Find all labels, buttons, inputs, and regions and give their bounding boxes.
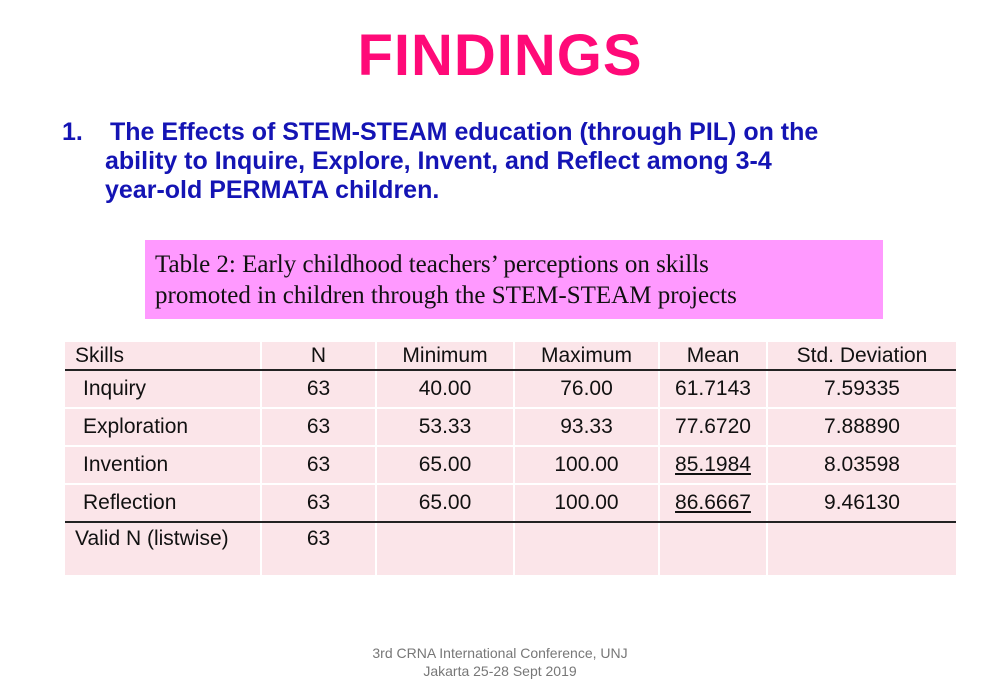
cell-std-deviation: 9.46130 (767, 484, 956, 522)
cell-empty (767, 522, 956, 581)
finding-line-1: The Effects of STEM-STEAM education (through PIL) on the (110, 118, 819, 146)
header-minimum: Minimum (376, 342, 514, 370)
table-header-row (65, 342, 956, 370)
footer-line-2: Jakarta 25-28 Sept 2019 (423, 663, 577, 679)
finding-line-3: year-old PERMATA children. (105, 176, 440, 204)
cell-maximum: 100.00 (514, 446, 659, 484)
cell-std-deviation: 7.59335 (767, 370, 956, 408)
slide-title: FINDINGS (357, 23, 643, 88)
footer-line-1: 3rd CRNA International Conference, UNJ (372, 645, 628, 661)
table-row (65, 484, 956, 522)
cell-n: 63 (261, 446, 376, 484)
cell-minimum: 53.33 (376, 408, 514, 446)
finding-line-2: ability to Inquire, Explore, Invent, and Reflect among 3-4 (105, 147, 772, 175)
finding-number: 1. (62, 118, 83, 146)
cell-skill: Invention (65, 446, 261, 484)
table-valid-row (65, 522, 956, 581)
table-row (65, 370, 956, 408)
cell-mean (659, 446, 767, 484)
cell-std-deviation: 7.88890 (767, 408, 956, 446)
cell-maximum: 93.33 (514, 408, 659, 446)
caption-line-1: Table 2: Early childhood teachers’ perceptions on skills (155, 251, 709, 278)
mean-underlined: 86.6667 (675, 491, 751, 514)
cell-skill: Inquiry (65, 370, 261, 408)
header-n: N (261, 342, 376, 370)
cell-mean: 61.7143 (659, 370, 767, 408)
table-row (65, 408, 956, 446)
cell-valid-label: Valid N (listwise) (65, 522, 261, 581)
cell-empty (659, 522, 767, 581)
cell-empty (376, 522, 514, 581)
cell-std-deviation: 8.03598 (767, 446, 956, 484)
table-caption (145, 240, 883, 319)
cell-valid-n: 63 (261, 522, 376, 581)
cell-skill: Exploration (65, 408, 261, 446)
header-skills: Skills (65, 342, 261, 370)
cell-maximum: 100.00 (514, 484, 659, 522)
cell-maximum: 76.00 (514, 370, 659, 408)
caption-line-2: promoted in children through the STEM-STEAM projects (155, 282, 737, 309)
cell-minimum: 65.00 (376, 484, 514, 522)
header-mean: Mean (659, 342, 767, 370)
slide-footer (0, 644, 1000, 680)
cell-mean: 77.6720 (659, 408, 767, 446)
mean-underlined: 85.1984 (675, 453, 751, 476)
cell-skill: Reflection (65, 484, 261, 522)
cell-n: 63 (261, 408, 376, 446)
cell-n: 63 (261, 370, 376, 408)
header-maximum: Maximum (514, 342, 659, 370)
cell-minimum: 65.00 (376, 446, 514, 484)
cell-n: 63 (261, 484, 376, 522)
header-std-deviation: Std. Deviation (767, 342, 956, 370)
cell-mean (659, 484, 767, 522)
table-row (65, 446, 956, 484)
skills-table (65, 342, 956, 575)
cell-minimum: 40.00 (376, 370, 514, 408)
cell-empty (514, 522, 659, 581)
